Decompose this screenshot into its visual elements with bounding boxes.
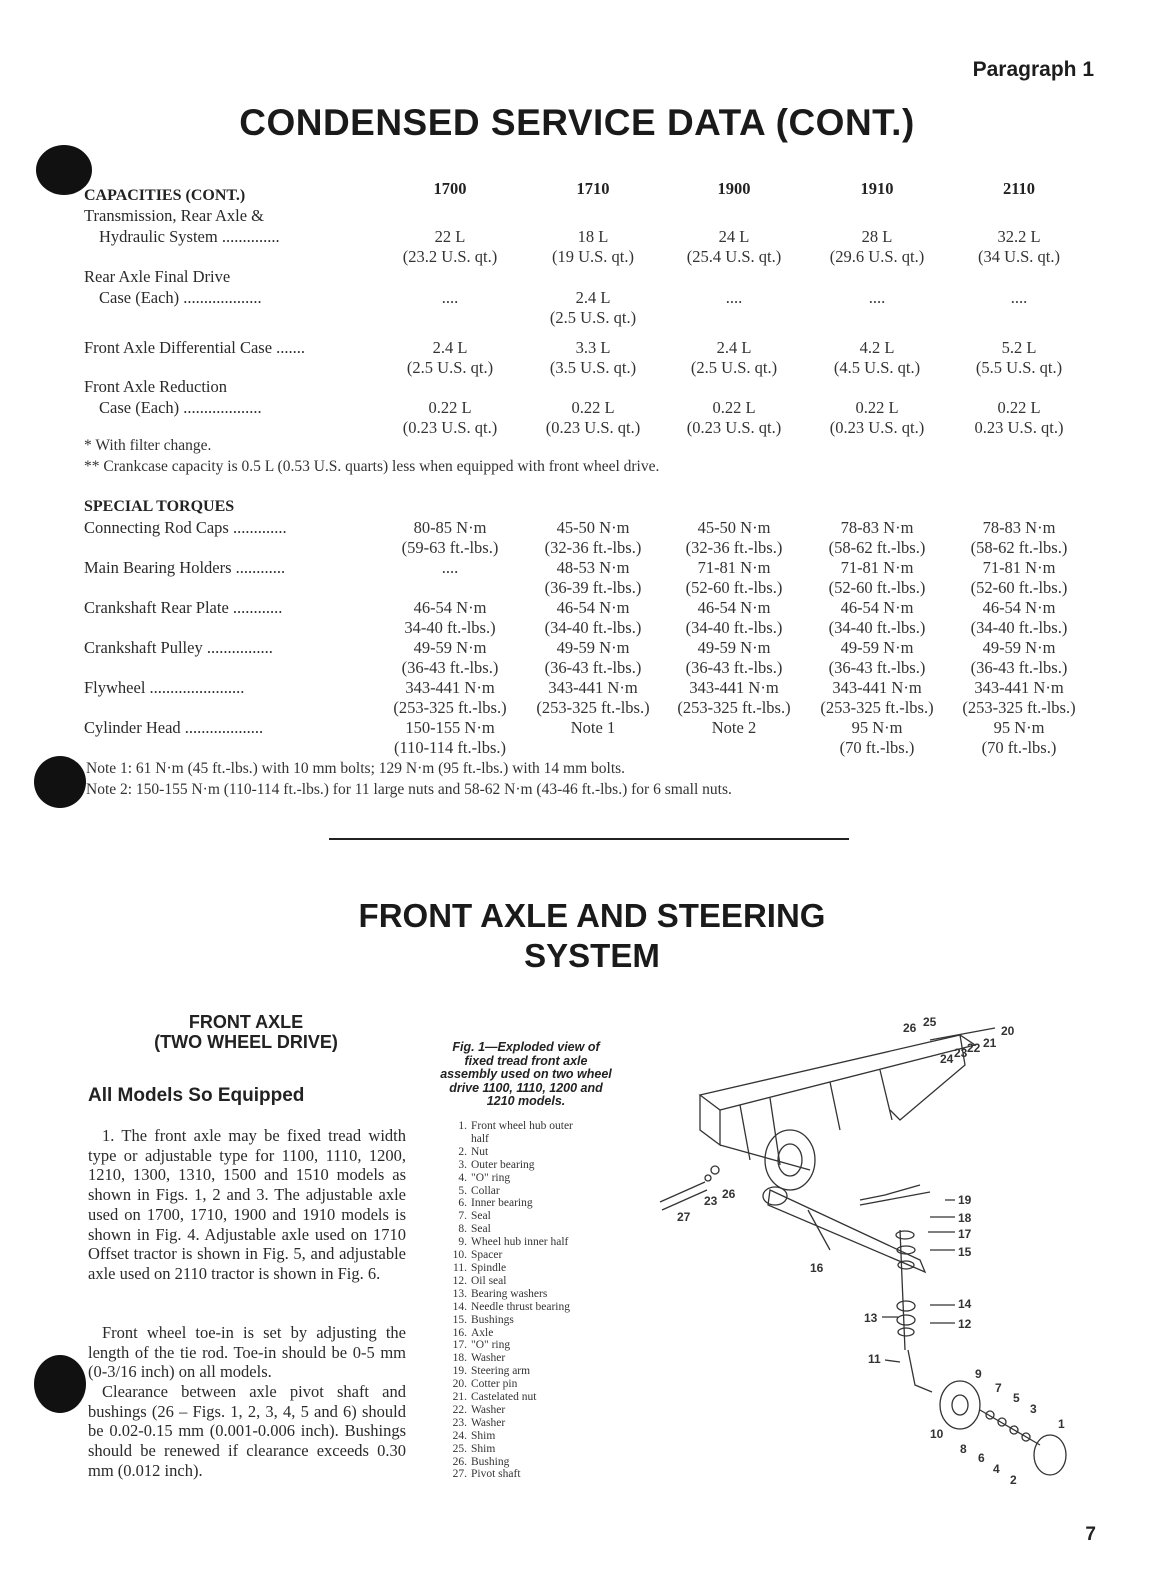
callout: 2 <box>1010 1473 1017 1487</box>
capacity-row-label: Case (Each) ................... <box>99 288 262 307</box>
legend-item: 25. Shim <box>452 1442 496 1455</box>
legend-item: 2. Nut <box>458 1145 489 1158</box>
paragraph-3: Clearance between axle pivot shaft and bushings (26 – Figs. 1, 2, 3, 4, 5 and 6) should be 0.02-0.15 mm (0.001-0.006 inch). Bushings should be renewed if clearance exceeds 0.30 mm (0.012 inch). <box>88 1382 406 1480</box>
callout: 17 <box>958 1227 972 1241</box>
capacity-cell: 0.22 L (0.23 U.S. qt.) <box>686 398 782 437</box>
paragraph-1: 1. The front axle may be fixed tread width type or adjustable type for 1100, 1110, 1200, 1210, 1300, 1310, 1500 and 1510 models as shown in Figs. 1, 2 and 3. The adjustable axle used on 1700, 1710, 1900 and 1910 models is shown in Fig. 4. Adjustable axle used on 1710 Offset tractor is shown in Fig. 5, and adjustable axle used on 2110 tractor is shown in Fig. 6. <box>88 1126 406 1283</box>
callout: 3 <box>1030 1402 1037 1416</box>
callout: 16 <box>810 1261 824 1275</box>
section-divider <box>329 838 849 840</box>
legend-item: 22. Washer <box>452 1403 506 1416</box>
capacity-cell: 24 L (25.4 U.S. qt.) <box>686 227 782 266</box>
torque-cell: 46-54 N·m (34-40 ft.-lbs.) <box>544 598 642 637</box>
capacity-cell: 2.4 L (2.5 U.S. qt.) <box>406 338 494 377</box>
capacity-row-label: Front Axle Differential Case ....... <box>84 338 306 357</box>
legend-item: 16. Axle <box>452 1326 494 1339</box>
torque-cell: 343-441 N·m (253-325 ft.-lbs.) <box>536 678 650 717</box>
capacity-cell: 18 L (19 U.S. qt.) <box>551 227 635 266</box>
torque-row-label: Connecting Rod Caps ............. <box>84 518 287 537</box>
callout: 21 <box>983 1036 997 1050</box>
torque-cell: 95 N·m (70 ft.-lbs.) <box>981 718 1057 757</box>
col-header-1910: 1910 <box>860 179 894 198</box>
torque-cell: 49-59 N·m (36-43 ft.-lbs.) <box>401 638 499 677</box>
torque-cell: .... <box>441 558 459 577</box>
torque-cell: 45-50 N·m (32-36 ft.-lbs.) <box>685 518 783 557</box>
paragraph-label: Paragraph 1 <box>972 58 1094 81</box>
capacity-cell: 22 L (23.2 U.S. qt.) <box>402 227 498 266</box>
torque-row-label: Crankshaft Rear Plate ............ <box>84 598 283 617</box>
capacity-cell: 2.4 L (2.5 U.S. qt.) <box>549 288 637 327</box>
legend-item: 19. Steering arm <box>452 1365 531 1378</box>
capacity-row-label: Rear Axle Final Drive <box>84 267 231 286</box>
legend-item: 9. Wheel hub inner half <box>458 1236 569 1249</box>
legend-item: 10. Spacer <box>452 1249 503 1262</box>
col-header-1700: 1700 <box>433 179 467 198</box>
callout: 20 <box>1001 1024 1015 1038</box>
capacity-row-label: Transmission, Rear Axle & <box>84 206 264 225</box>
torque-row-label: Main Bearing Holders ............ <box>84 558 286 577</box>
legend-item: 17. "O" ring <box>452 1339 511 1352</box>
capacity-cell: .... <box>725 288 743 307</box>
capacity-cell: 28 L (29.6 U.S. qt.) <box>829 227 925 266</box>
torque-cell: 343-441 N·m (253-325 ft.-lbs.) <box>677 678 791 717</box>
capacity-cell: 32.2 L (34 U.S. qt.) <box>977 227 1061 266</box>
legend-item: 21. Castelated nut <box>452 1391 537 1404</box>
callout: 1 <box>1058 1417 1065 1431</box>
footnote: * With filter change. <box>84 437 212 454</box>
callout: 18 <box>958 1211 972 1225</box>
capacity-cell: 0.22 L 0.23 U.S. qt.) <box>974 398 1064 437</box>
capacity-cell: .... <box>1010 288 1028 307</box>
torque-cell: 95 N·m (70 ft.-lbs.) <box>839 718 915 757</box>
callout: 5 <box>1013 1391 1020 1405</box>
torque-cell: 49-59 N·m (36-43 ft.-lbs.) <box>544 638 642 677</box>
legend-item: 14. Needle thrust bearing <box>452 1300 570 1313</box>
callout: 24 <box>940 1052 954 1066</box>
torque-cell: 78-83 N·m (58-62 ft.-lbs.) <box>970 518 1068 557</box>
torque-cell: 45-50 N·m (32-36 ft.-lbs.) <box>544 518 642 557</box>
torque-cell: 150-155 N·m (110-114 ft.-lbs.) <box>394 718 506 757</box>
punch-hole-middle <box>34 756 86 808</box>
callout: 14 <box>958 1297 972 1311</box>
capacity-cell: 2.4 L (2.5 U.S. qt.) <box>690 338 778 377</box>
torque-cell: 46-54 N·m (34-40 ft.-lbs.) <box>970 598 1068 637</box>
torque-row-label: Cylinder Head ................... <box>84 718 264 737</box>
legend-item: 3. Outer bearing <box>458 1158 535 1171</box>
paragraph-2: Front wheel toe-in is set by adjusting the length of the tie rod. Toe-in should be 0-5 mm (0-3/16 inch) on all models. <box>88 1323 406 1382</box>
legend-item: 18. Washer <box>452 1352 506 1365</box>
capacity-row-label: Case (Each) ................... <box>99 398 262 417</box>
section-title: FRONT AXLE AND STEERING SYSTEM <box>358 897 826 974</box>
capacity-row-label: Front Axle Reduction <box>84 377 227 396</box>
capacity-cell: 0.22 L (0.23 U.S. qt.) <box>829 398 925 437</box>
callout: 8 <box>960 1442 967 1456</box>
torque-cell: Note 2 <box>711 718 757 737</box>
col-header-2110: 2110 <box>1002 179 1036 198</box>
legend-item: 1. Front wheel hub outer <box>458 1120 573 1132</box>
torque-cell: 48-53 N·m (36-39 ft.-lbs.) <box>544 558 642 597</box>
col-header-1900: 1900 <box>717 179 751 198</box>
capacity-cell: 5.2 L (5.5 U.S. qt.) <box>975 338 1063 377</box>
torque-cell: 343-441 N·m (253-325 ft.-lbs.) <box>393 678 507 717</box>
callout: 7 <box>995 1381 1002 1395</box>
torque-cell: 71-81 N·m (52-60 ft.-lbs.) <box>970 558 1068 597</box>
torque-cell: 71-81 N·m (52-60 ft.-lbs.) <box>685 558 783 597</box>
callout: 23 <box>954 1046 968 1060</box>
callout: 26 <box>903 1021 917 1035</box>
legend-item: 5. Collar <box>458 1184 500 1197</box>
callout: 23 <box>704 1194 718 1208</box>
capacity-row-label: Hydraulic System .............. <box>99 227 280 246</box>
torque-cell: 343-441 N·m (253-325 ft.-lbs.) <box>962 678 1076 717</box>
torque-cell: 343-441 N·m (253-325 ft.-lbs.) <box>820 678 934 717</box>
callout: 13 <box>864 1311 878 1325</box>
callout: 27 <box>677 1210 691 1224</box>
legend-item: 8. Seal <box>458 1223 491 1236</box>
capacity-cell: 4.2 L (4.5 U.S. qt.) <box>833 338 921 377</box>
torque-cell: 78-83 N·m (58-62 ft.-lbs.) <box>828 518 926 557</box>
subsection-heading: FRONT AXLE (TWO WHEEL DRIVE) <box>154 1012 338 1052</box>
callout: 10 <box>930 1427 944 1441</box>
torque-row-label: Flywheel ....................... <box>84 678 245 697</box>
torque-cell: 46-54 N·m (34-40 ft.-lbs.) <box>685 598 783 637</box>
models-heading: All Models So Equipped <box>88 1085 305 1106</box>
callout: 26 <box>722 1187 736 1201</box>
legend-item: 12. Oil seal <box>452 1274 507 1287</box>
torque-cell: 49-59 N·m (36-43 ft.-lbs.) <box>970 638 1068 677</box>
legend-item: half <box>471 1132 489 1145</box>
callout: 9 <box>975 1367 982 1381</box>
torque-cell: 46-54 N·m (34-40 ft.-lbs.) <box>828 598 926 637</box>
capacity-cell: .... <box>868 288 886 307</box>
legend-item: 23. Washer <box>452 1416 506 1429</box>
legend-item: 6. Inner bearing <box>458 1197 533 1210</box>
torque-note-2: Note 2: 150-155 N·m (110-114 ft.-lbs.) for 11 large nuts and 58-62 N·m (43-46 ft.-lbs.) for 6 small nuts. <box>86 781 732 798</box>
callout: 22 <box>967 1041 981 1055</box>
callout: 11 <box>868 1352 881 1366</box>
capacity-cell: 0.22 L (0.23 U.S. qt.) <box>402 398 498 437</box>
capacity-cell: .... <box>441 288 459 307</box>
capacities-heading: CAPACITIES (CONT.) <box>84 187 246 204</box>
callout: 6 <box>978 1451 985 1465</box>
legend-item: 27. Pivot shaft <box>452 1468 521 1481</box>
capacity-cell: 0.22 L (0.23 U.S. qt.) <box>545 398 641 437</box>
torque-cell: 80-85 N·m (59-63 ft.-lbs.) <box>401 518 499 557</box>
legend-item: 4. "O" ring <box>458 1171 511 1184</box>
footnote: ** Crankcase capacity is 0.5 L (0.53 U.S. quarts) less when equipped with front wheel drive. <box>84 458 660 475</box>
col-header-1710: 1710 <box>576 179 610 198</box>
torque-cell: 49-59 N·m (36-43 ft.-lbs.) <box>828 638 926 677</box>
punch-hole-bottom <box>34 1355 86 1413</box>
legend-item: 26. Bushing <box>452 1455 510 1468</box>
legend-item: 7. Seal <box>458 1210 491 1223</box>
callout: 4 <box>993 1462 1000 1476</box>
callout: 25 <box>923 1015 937 1029</box>
callout: 12 <box>958 1317 972 1331</box>
exploded-view-drawing <box>630 1010 1100 1490</box>
figure-legend <box>445 1120 630 1481</box>
torque-cell: 49-59 N·m (36-43 ft.-lbs.) <box>685 638 783 677</box>
legend-item: 24. Shim <box>452 1429 496 1442</box>
legend-item: 11. Spindle <box>453 1261 507 1274</box>
capacity-cell: 3.3 L (3.5 U.S. qt.) <box>549 338 637 377</box>
torque-cell: Note 1 <box>570 718 616 737</box>
torque-row-label: Crankshaft Pulley ................ <box>84 638 273 657</box>
torque-note-1: Note 1: 61 N·m (45 ft.-lbs.) with 10 mm bolts; 129 N·m (95 ft.-lbs.) with 14 mm bolts. <box>86 760 626 777</box>
torque-cell: 71-81 N·m (52-60 ft.-lbs.) <box>828 558 926 597</box>
legend-item: 13. Bearing washers <box>452 1287 548 1300</box>
callout: 19 <box>958 1193 972 1207</box>
torque-cell: 46-54 N·m 34-40 ft.-lbs.) <box>404 598 496 637</box>
page-number: 7 <box>1085 1524 1096 1545</box>
legend-item: 15. Bushings <box>452 1313 514 1326</box>
callout: 15 <box>958 1245 972 1259</box>
torques-heading: SPECIAL TORQUES <box>84 498 235 515</box>
figure-caption: Fig. 1—Exploded view of fixed tread front axle assembly used on two wheel drive 1100, 1110, 1200 and 1210 models. <box>440 1040 612 1108</box>
page-title: CONDENSED SERVICE DATA (CONT.) <box>239 102 915 143</box>
legend-item: 20. Cotter pin <box>452 1378 518 1391</box>
